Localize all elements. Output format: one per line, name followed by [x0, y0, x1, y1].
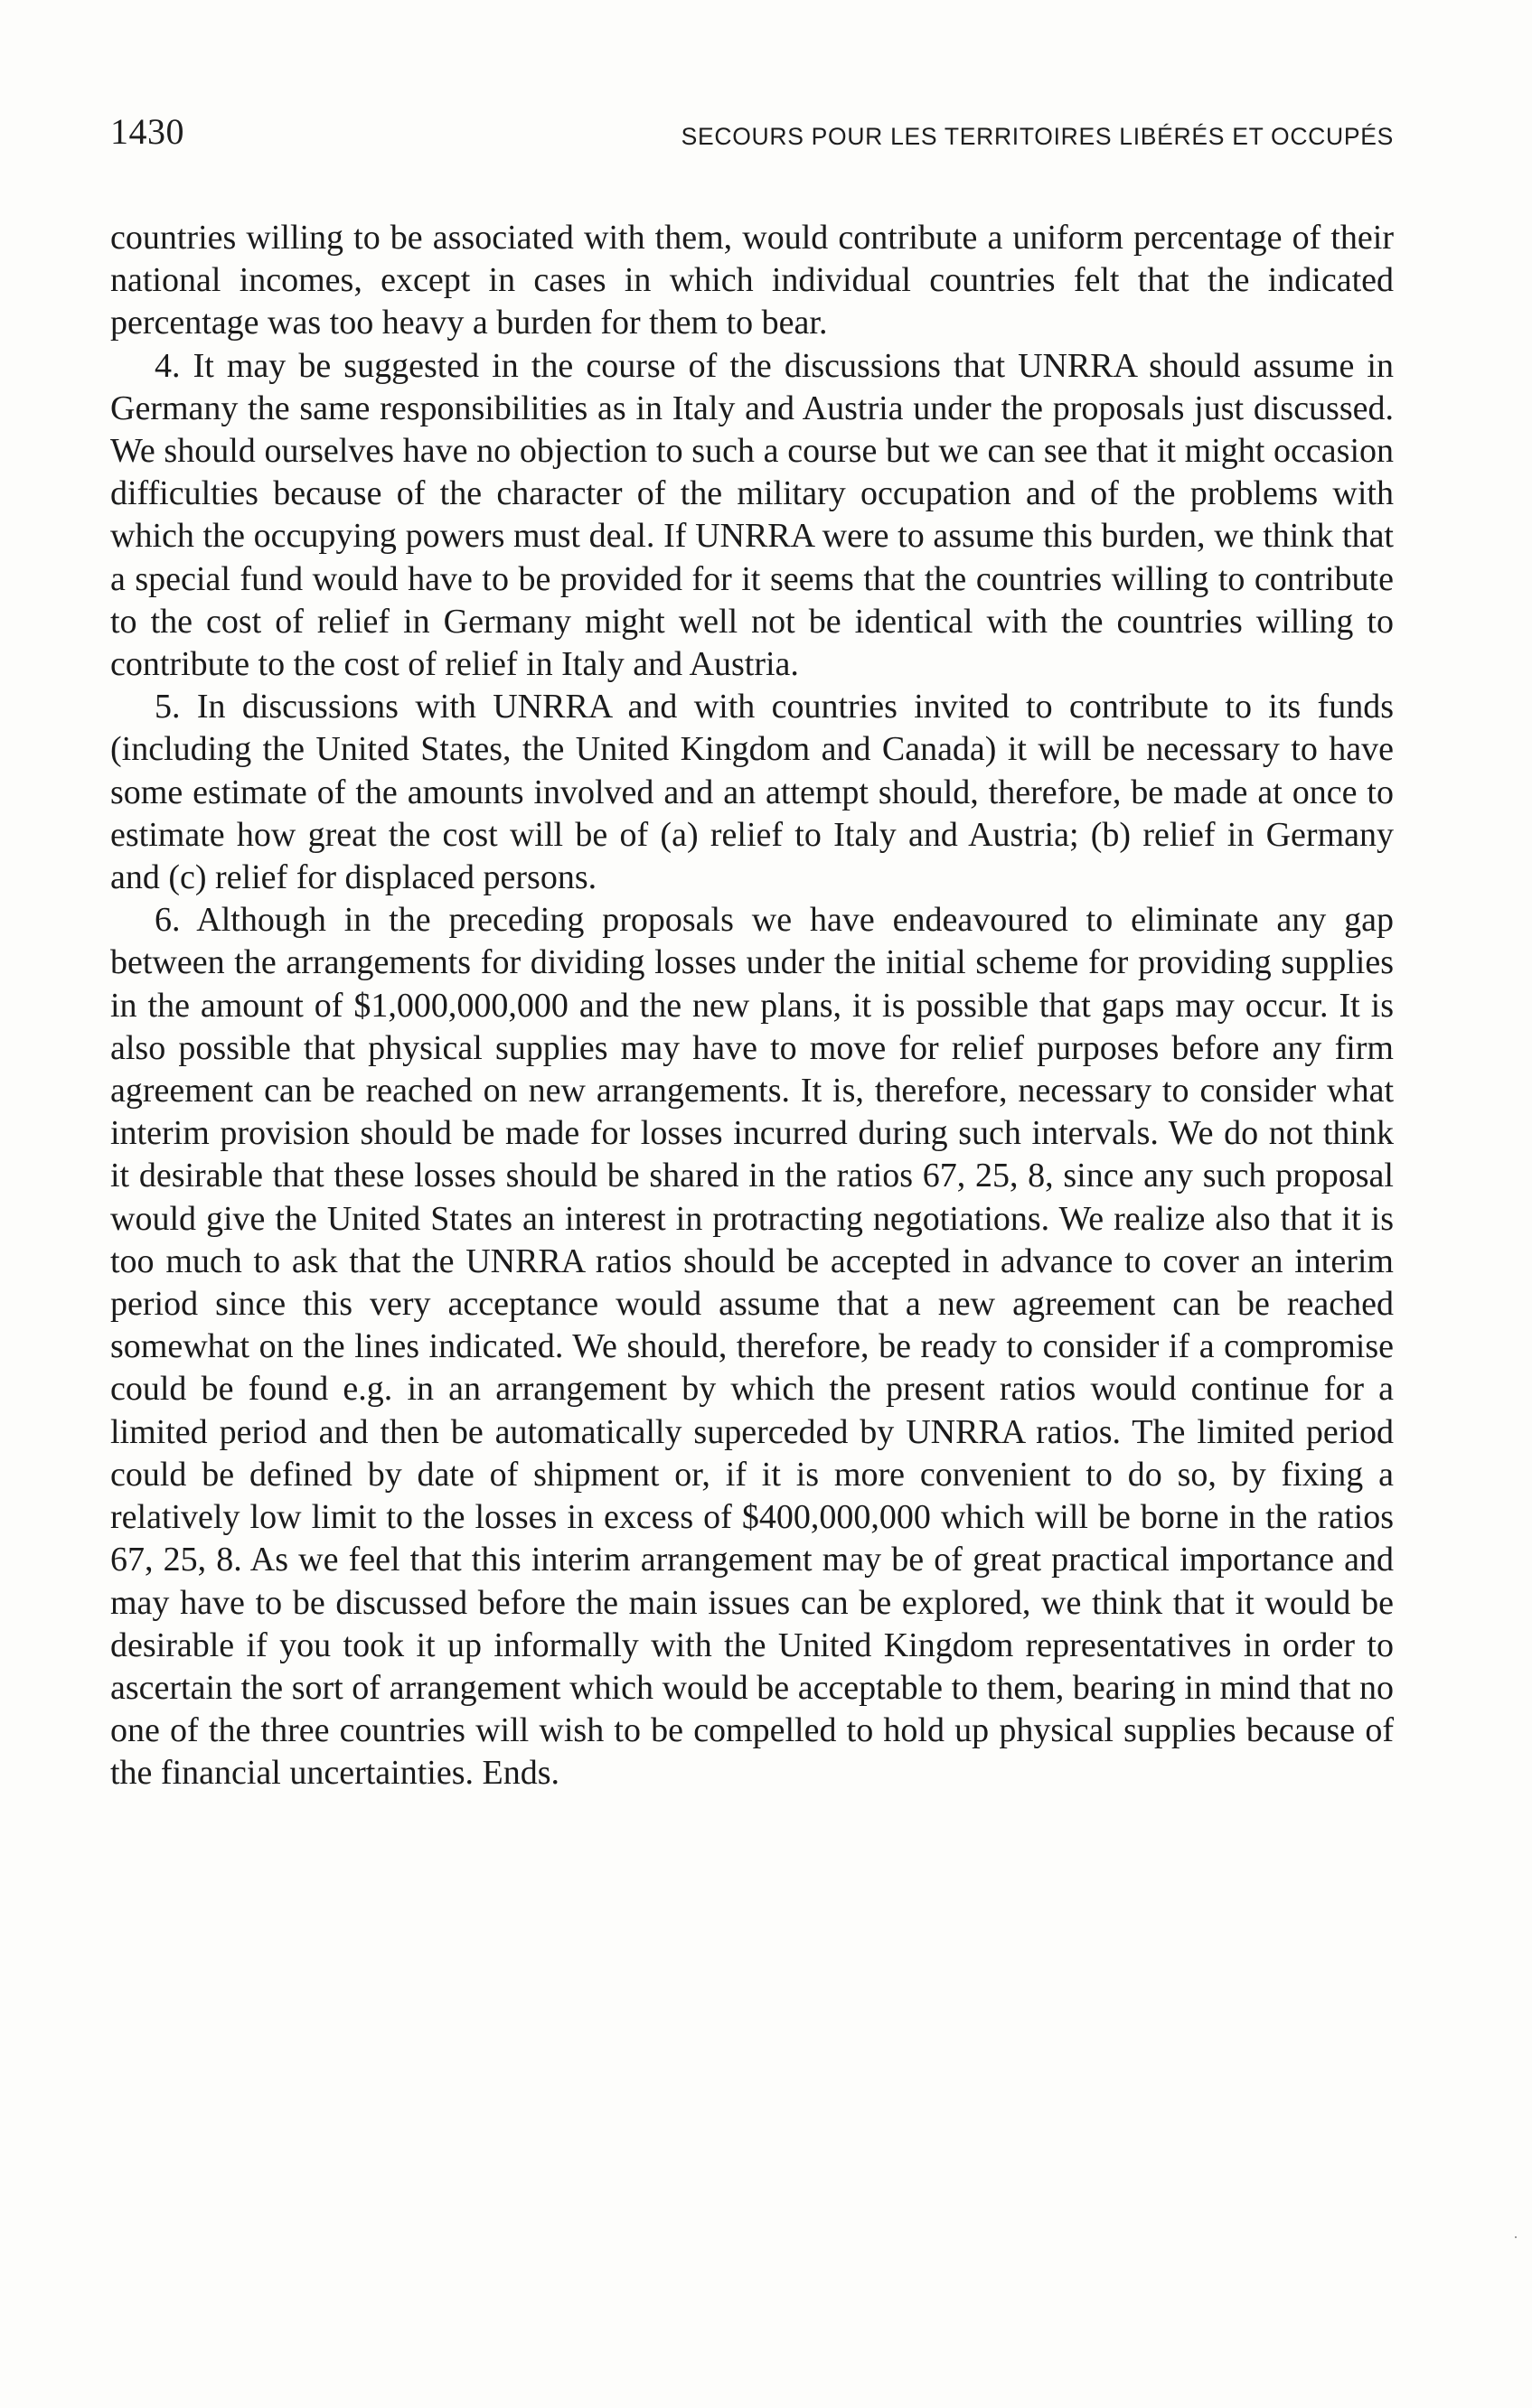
running-head — [110, 110, 1394, 155]
running-title: SECOURS POUR LES TERRITOIRES LIBÉRÉS ET OCCUPÉS — [681, 123, 1394, 150]
body-text — [110, 217, 1394, 1795]
paragraph-6: 6. Although in the preceding proposals we have endeavoured to eliminate any gap between the arrangements for dividing losses under the initial scheme for providing supplies in the amount of $1,000,000,000 and the new plans, it is possible that gaps may occur. It is also possible that physical supplies may have to move for relief purposes before any firm agreement can be reached on new arrangements. It is, therefore, necessary to consider what interim provision should be made for losses incurred during such intervals. We do not think it desirable that these losses should be shared in the ratios 67, 25, 8, since any such proposal would give the United States an interest in protracting negotiations. We realize also that it is too much to ask that the UNRRA ratios should be accepted in advance to cover an interim period since this very acceptance would assume that a new agreement can be reached somewhat on the lines indicated. We should, therefore, be ready to consider if a compromise could be found e.g. in an arrangement by which the present ratios would continue for a limited period and then be automatically superceded by UNRRA ratios. The limited period could be defined by date of shipment or, if it is more convenient to do so, by fixing a relatively low limit to the losses in excess of $400,000,000 which will be borne in the ratios 67, 25, 8. As we feel that this interim arrangement may be of great practical importance and may have to be discussed before the main issues can be explored, we think that it would be desirable if you took it up informally with the United Kingdom representatives in order to ascertain the sort of arrangement which would be acceptable to them, bearing in mind that no one of the three countries will wish to be compelled to hold up physical supplies because of the financial uncertainties. Ends. — [110, 901, 1394, 1793]
scan-speck — [1515, 2236, 1517, 2238]
paragraph-continued: countries willing to be associated with them, would contribute a uniform percentage of their national incomes, except in cases in which individual countries felt that the indicated percentage was too heavy a burden for them to bear. — [110, 219, 1394, 342]
paragraph-5: 5. In discussions with UNRRA and with countries invited to contribute to its funds (including the United States, the United Kingdom and Canada) it will be necessary to have some estimate of the amounts involved and an attempt should, therefore, be made at once to estimate how great the cost will be of (a) relief to Italy and Austria; (b) relief in Germany and (c) relief for displaced persons. — [110, 688, 1394, 897]
page-number: 1430 — [110, 111, 184, 152]
paragraph-4: 4. It may be suggested in the course of the discussions that UNRRA should assume in Germany the same responsibilities as in Italy and Austria under the proposals just discussed. We should ourselves have no objection to such a course but we can see that it might occasion difficulties because of the character of the military occupation and of the problems with which the occupying powers must deal. If UNRRA were to assume this burden, we think that a special fund would have to be provided for it seems that the countries willing to contribute to the cost of relief in Germany might well not be identical with the countries willing to contribute to the cost of relief in Italy and Austria. — [110, 346, 1394, 684]
